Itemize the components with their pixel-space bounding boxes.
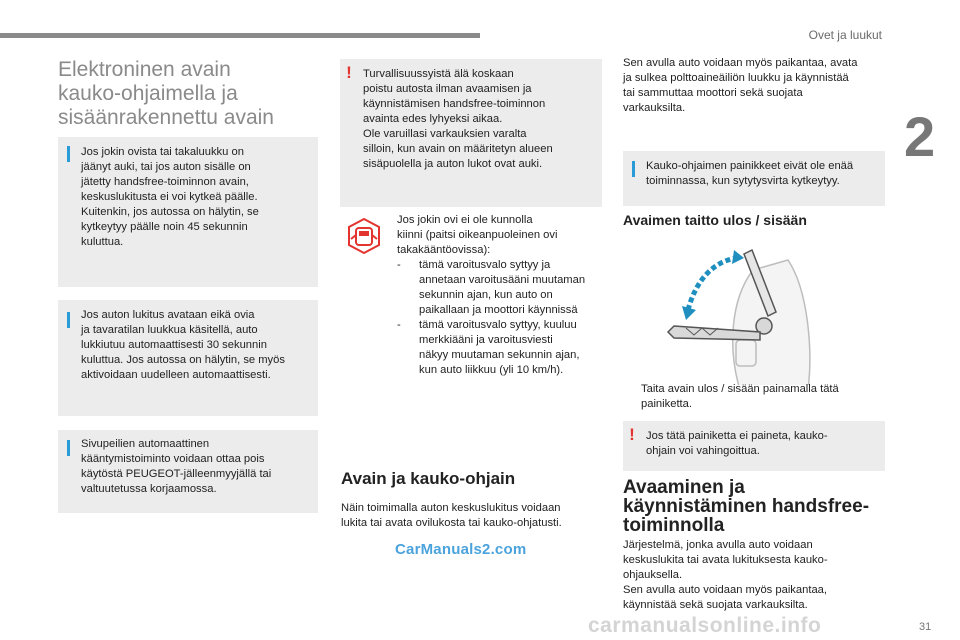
page-number: 31 [919, 621, 932, 633]
text-line: Jos jokin ovi ei ole kunnolla [397, 214, 533, 226]
section-title: Ovet ja luukut [808, 28, 882, 42]
info-box-open-door [58, 137, 318, 287]
text-line: Jos jokin ovista tai takaluukku on [81, 146, 244, 158]
info-icon [67, 312, 70, 328]
key-fold-illustration [648, 240, 818, 385]
text-line: käytöstä PEUGEOT-jälleenmyyjällä tai [81, 468, 272, 480]
text-line: kuluttua. Jos autossa on hälytin, se myös [81, 354, 285, 366]
text-line: silloin, kun avain on määritetyn alueen [363, 143, 553, 155]
text-line: Kuitenkin, jos autossa on hälytin, se [81, 206, 259, 218]
text-line: Jos auton lukitus avataan eikä ovia [81, 309, 255, 321]
page-title [58, 58, 318, 130]
door-open-warning-icon [345, 217, 383, 255]
footer-watermark: carmanualsonline.info [588, 614, 822, 637]
info-icon [67, 146, 70, 162]
section-body [623, 538, 885, 613]
warning-box-button [623, 421, 885, 471]
text-line: kytkeytyy päälle noin 45 sekunnin [81, 221, 248, 233]
text-line: toiminnassa, kun sytytysvirta kytkeytyy. [646, 175, 840, 187]
watermark-link[interactable]: CarManuals2.com [395, 541, 527, 558]
text-line: jäänyt auki, tai jos auton sisälle on [81, 161, 251, 173]
info-icon [67, 440, 70, 456]
text-line: valtuutetussa korjaamossa. [81, 483, 217, 495]
info-icon [632, 161, 635, 177]
section-body [341, 501, 603, 531]
text-line: paikallaan ja moottori käynnissä [419, 304, 578, 316]
heading-line: Avaaminen ja [623, 477, 745, 498]
text-line: ja tavaratilan luukkua käsitellä, auto [81, 324, 258, 336]
heading-line: käynnistäminen handsfree- [623, 496, 870, 517]
header-rule [0, 33, 480, 38]
text-line: Sen avulla auto voidaan myös paikantaa, [623, 584, 827, 596]
text-line: Jos tätä painiketta ei paineta, kauko- [646, 430, 828, 442]
heading-line: toiminnolla [623, 515, 725, 536]
list-item: - tämä varoitusvalo syttyy, kuuluu [397, 319, 577, 331]
text-line: avainta edes lyhyeksi aikaa. [363, 113, 503, 125]
text-line: ohjain voi vahingoittua. [646, 445, 760, 457]
info-box-mirror-folding [58, 430, 318, 513]
text-line: näkyy muutaman sekunnin ajan, [419, 349, 580, 361]
list-item: - tämä varoitusvalo syttyy ja [397, 259, 551, 271]
text-line: varkauksilta. [623, 102, 686, 114]
section-heading: Avain ja kauko-ohjain [341, 469, 516, 488]
text-line: sisäpuolella ja auton lukot ovat auki. [363, 158, 543, 170]
warning-box-key-safety [340, 59, 602, 207]
intro-text [623, 56, 885, 116]
text-line: kiinni (paitsi oikeanpuoleinen ovi [397, 229, 558, 241]
text-line: annetaan varoitusääni muutaman [419, 274, 586, 286]
chapter-number: 2 [904, 105, 936, 168]
text-line: jätetty handsfree-toiminnon avain, [81, 176, 249, 188]
title-line: kauko-ohjaimella ja [58, 82, 238, 105]
section-heading: Avaimen taitto ulos / sisään [623, 212, 807, 228]
text-line: merkkiääni ja varoitusviesti [419, 334, 553, 346]
text-line: Näin toimimalla auton keskuslukitus voidaan [341, 502, 561, 514]
text-line: takakääntöovissa): [397, 244, 491, 256]
door-warning-text [397, 213, 607, 378]
text-line: ja sulkea polttoaineäiliön luukku ja käynnistää [623, 72, 849, 84]
text-line: Järjestelmä, jonka avulla auto voidaan [623, 539, 813, 551]
title-line: Elektroninen avain [58, 58, 231, 81]
text-line: käynnistämisen handsfree-toiminnon [363, 98, 546, 110]
text-line: kun auto liikkuu (yli 10 km/h). [419, 364, 564, 376]
warning-exclamation-icon: ! [629, 425, 635, 444]
text-line: tai sammuttaa moottori sekä suojata [623, 87, 803, 99]
title-line: sisäänrakennettu avain [58, 106, 274, 129]
text-line: Taita avain ulos / sisään painamalla tätä [641, 383, 839, 395]
info-box-auto-relock [58, 300, 318, 416]
step-instruction [623, 382, 885, 412]
text-line: painiketta. [641, 398, 692, 410]
text-line: Sen avulla auto voidaan myös paikantaa, avata [623, 57, 858, 69]
text-line: ohjauksella. [623, 569, 683, 581]
warning-exclamation-icon: ! [346, 63, 352, 82]
info-box-remote-buttons [623, 151, 885, 206]
section-heading [623, 478, 869, 535]
text-line: käynnistää sekä suojata varkauksilta. [623, 599, 808, 611]
text-line: keskuslukitusta ei voi kytkeä päälle. [81, 191, 258, 203]
text-line: aktivoidaan uudelleen automaattisesti. [81, 369, 271, 381]
text-line: Ole varuillasi varkauksien varalta [363, 128, 527, 140]
text-line: kääntymistoiminto voidaan ottaa pois [81, 453, 265, 465]
text-line: lukita tai avata ovilukosta tai kauko-ohjatusti. [341, 517, 562, 529]
text-line: kuluttua. [81, 236, 124, 248]
text-line: Sivupeilien automaattinen [81, 438, 210, 450]
text-line: Turvallisuussyistä älä koskaan [363, 68, 514, 80]
text-line: sekunnin ajan, kun auto on [419, 289, 553, 301]
text-line: lukkiutuu automaattisesti 30 sekunnin [81, 339, 267, 351]
text-line: poistu autosta ilman avaamisen ja [363, 83, 532, 95]
text-line: keskuslukita tai avata lukituksesta kauko- [623, 554, 828, 566]
text-line: Kauko-ohjaimen painikkeet eivät ole enää [646, 160, 854, 172]
